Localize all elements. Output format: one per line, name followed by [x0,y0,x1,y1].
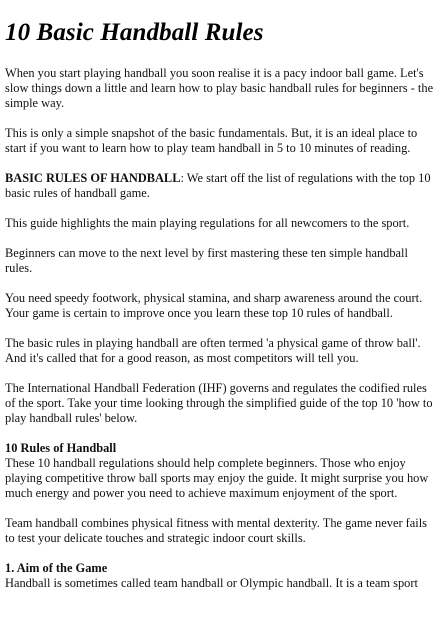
basic-rules-text: : We start off the list of regulations with the top 10 basic rules of handball game. [5,171,431,200]
footwork-paragraph: You need speedy footwork, physical stamina, and sharp awareness around the court. Your game is certain to improve once you learn these top 10 rules of handball. [5,291,423,320]
basic-rules-lead: BASIC RULES OF HANDBALL [5,171,181,185]
ten-rules-heading: 10 Rules of Handball [5,441,117,455]
beginners-paragraph: Beginners can move to the next level by first mastering these ten simple handball rules. [5,246,408,275]
snapshot-paragraph: This is only a simple snapshot of the basic fundamentals. But, it is an ideal place to start if you want to learn how to play team handball in 5 to 10 minutes of reading. [5,126,418,155]
guide-paragraph: This guide highlights the main playing regulations for all newcomers to the sport. [5,216,410,230]
physical-paragraph: The basic rules in playing handball are often termed 'a physical game of throw ball'. And it's called that for a good reason, as most competitors will tell you. [5,336,421,365]
aim-heading: 1. Aim of the Game [5,561,108,575]
article [5,0,436,591]
aim-paragraph [5,561,436,591]
ihf-paragraph: The International Handball Federation (IHF) governs and regulates the codified rules of the sport. Take your time looking through the simplified guide of the top 10 'how to play handball rules' below. [5,381,433,425]
ten-rules-text: These 10 handball regulations should help complete beginners. Those who enjoy playing competitive throw ball sports may enjoy the guide. It might surprise you how much energy and power you need to achieve maximum enjoyment of the sport. [5,456,429,500]
intro-paragraph: When you start playing handball you soon realise it is a pacy indoor ball game. Let's slow things down a little and learn how to play basic handball rules for beginners - the simple way. [5,66,434,110]
page-title: 10 Basic Handball Rules [5,19,264,46]
basic-rules-paragraph [5,171,436,201]
aim-text: Handball is sometimes called team handball or Olympic handball. It is a team sport [5,576,418,590]
team-handball-paragraph: Team handball combines physical fitness with mental dexterity. The game never fails to test your delicate touches and strategic indoor court skills. [5,516,428,545]
ten-rules-paragraph [5,441,436,501]
